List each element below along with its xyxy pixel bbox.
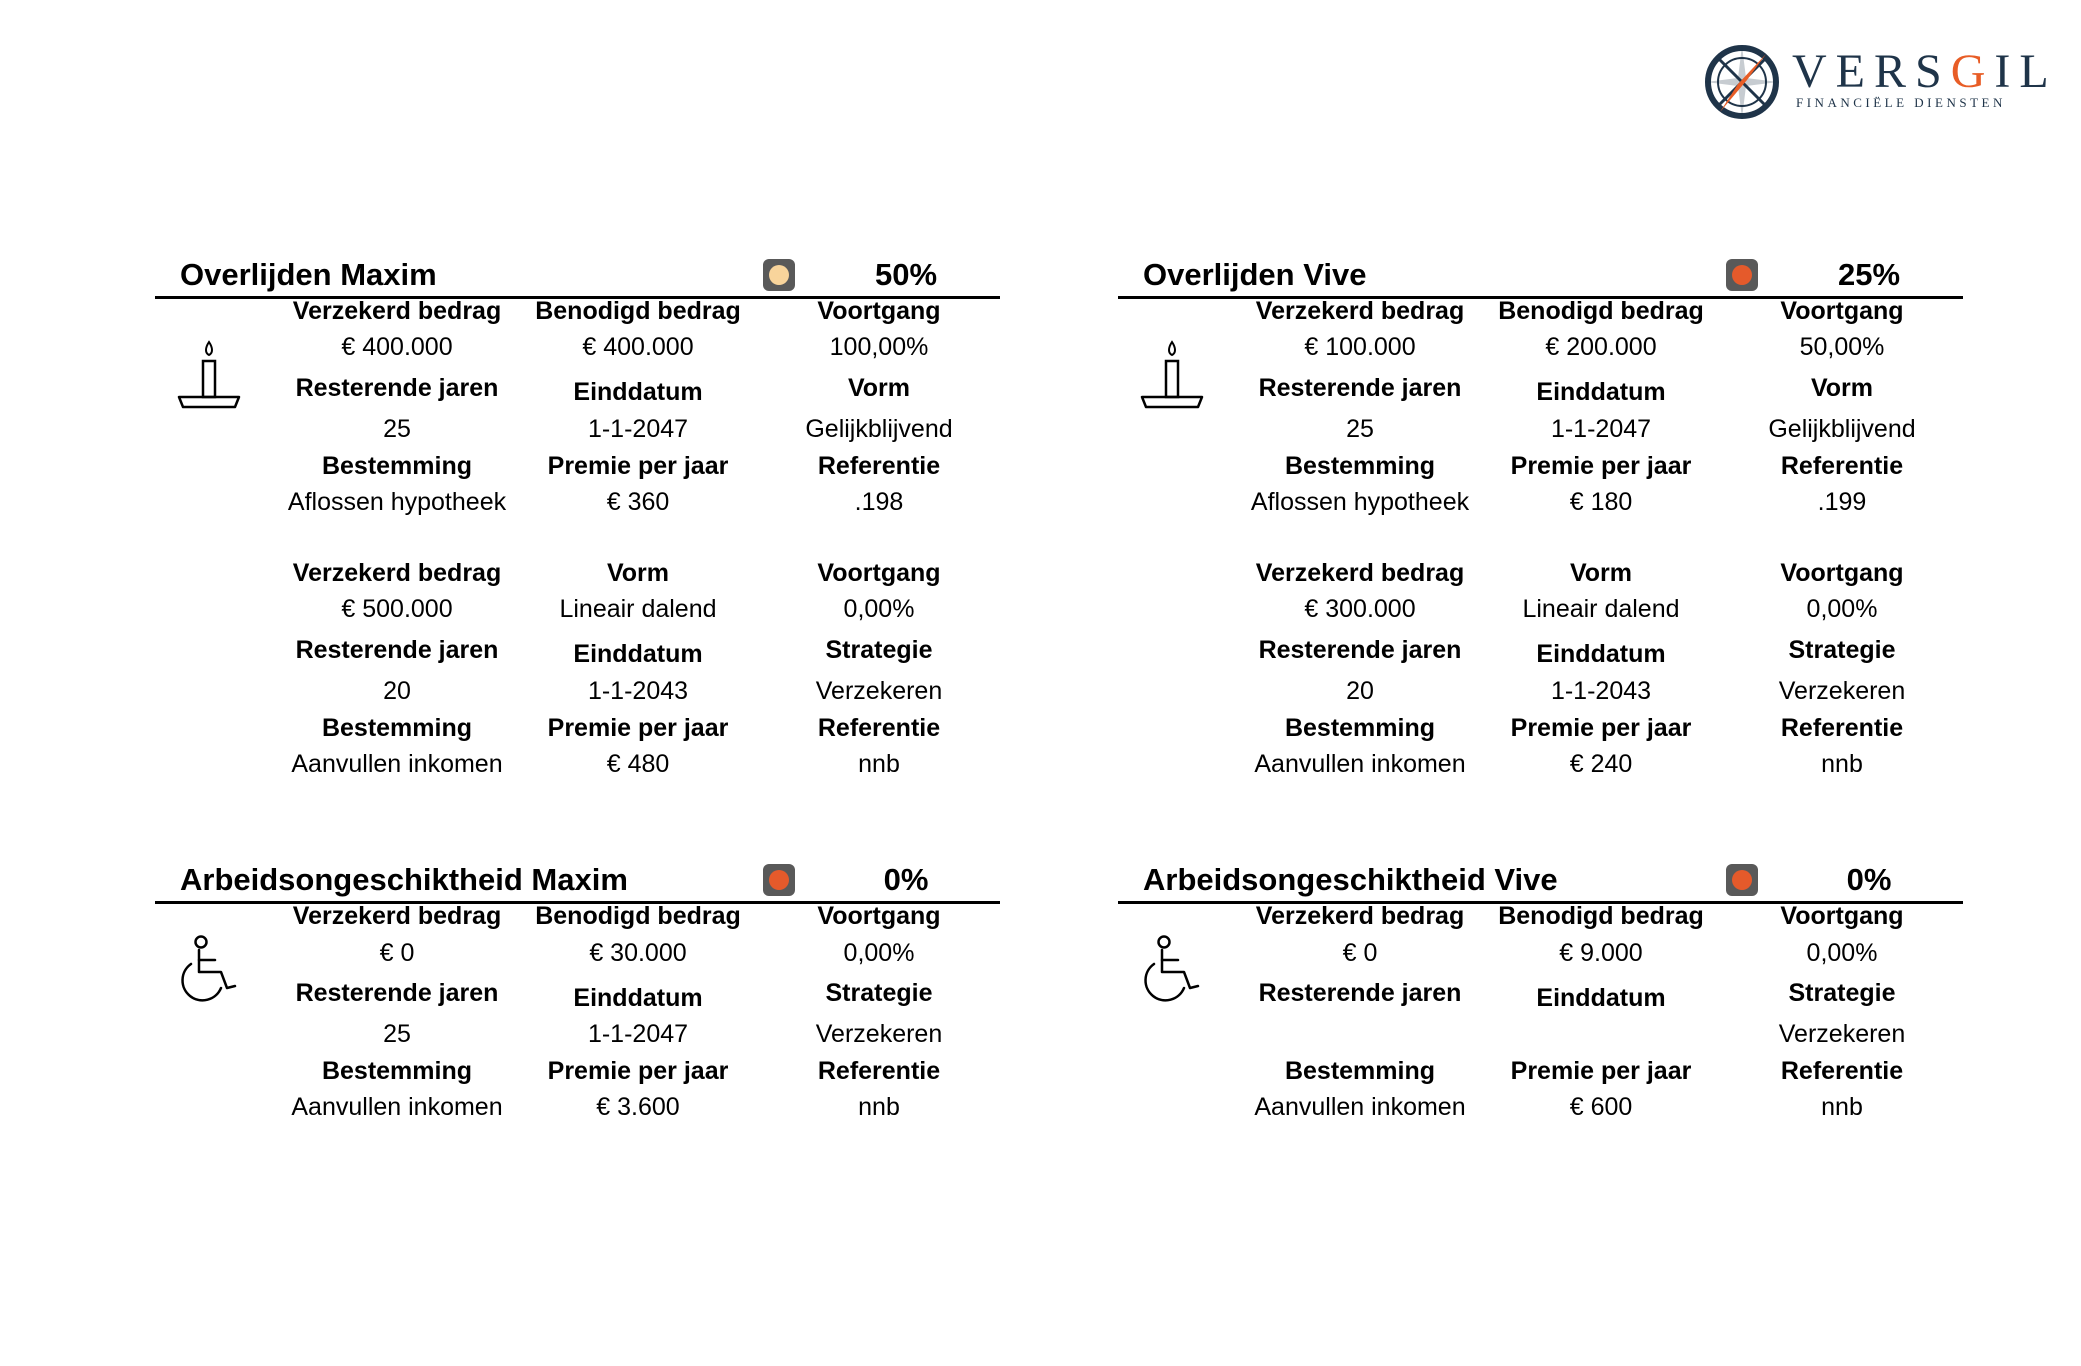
- value-insured: € 0: [1342, 939, 1378, 967]
- label-remaining-years: Resterende jaren: [1258, 979, 1462, 1007]
- value-strategy: Verzekeren: [815, 1020, 943, 1048]
- label-end-date: Einddatum: [573, 640, 703, 668]
- value-remaining-years: 20: [1346, 677, 1374, 705]
- section-title: Overlijden Vive: [1143, 257, 1367, 292]
- label-form: Vorm: [1810, 374, 1874, 402]
- value-form: Gelijkblijvend: [805, 415, 953, 443]
- label-insured: Verzekerd bedrag: [1255, 297, 1465, 325]
- status-light: [763, 864, 795, 896]
- label-progress: Voortgang: [817, 559, 941, 587]
- value-strategy: Verzekeren: [1778, 1020, 1906, 1048]
- value-premium: € 240: [1569, 750, 1633, 778]
- value-strategy: Verzekeren: [1778, 677, 1906, 705]
- value-destination: Aflossen hypotheek: [287, 488, 507, 516]
- label-progress: Voortgang: [817, 902, 941, 930]
- label-progress: Voortgang: [1780, 297, 1904, 325]
- value-insured: € 500.000: [341, 595, 453, 623]
- policy-grid-1: [1118, 296, 1963, 516]
- label-premium: Premie per jaar: [547, 452, 729, 480]
- value-required: € 30.000: [589, 939, 687, 967]
- label-premium: Premie per jaar: [547, 714, 729, 742]
- label-required: Benodigd bedrag: [535, 297, 741, 325]
- label-strategy: Strategie: [825, 636, 933, 664]
- status-light: [1726, 864, 1758, 896]
- value-reference: nnb: [1821, 1093, 1863, 1121]
- label-progress: Voortgang: [1780, 902, 1904, 930]
- label-remaining-years: Resterende jaren: [295, 636, 499, 664]
- value-end-date: 1-1-2047: [587, 1020, 689, 1048]
- label-end-date: Einddatum: [573, 378, 703, 406]
- label-end-date: Einddatum: [573, 984, 703, 1012]
- status-light: [1726, 259, 1758, 291]
- label-strategy: Strategie: [1788, 636, 1896, 664]
- label-strategy: Strategie: [1788, 979, 1896, 1007]
- label-insured: Verzekerd bedrag: [292, 902, 502, 930]
- section-percent: 25%: [1837, 257, 1901, 292]
- logo-brand: VERSGIL: [1792, 45, 2058, 98]
- value-progress: 0,00%: [843, 595, 915, 623]
- policy-grid-1: [155, 901, 1000, 1121]
- value-remaining-years: 20: [383, 677, 411, 705]
- value-destination: Aanvullen inkomen: [1254, 750, 1466, 778]
- status-dot: [1732, 870, 1752, 890]
- label-reference: Referentie: [817, 1057, 941, 1085]
- value-progress: 0,00%: [1806, 939, 1878, 967]
- label-insured: Verzekerd bedrag: [1255, 559, 1465, 587]
- value-remaining-years: 25: [383, 415, 411, 443]
- value-premium: € 3.600: [596, 1093, 680, 1121]
- label-remaining-years: Resterende jaren: [295, 374, 499, 402]
- value-insured: € 0: [379, 939, 415, 967]
- label-form: Vorm: [1569, 559, 1633, 587]
- label-destination: Bestemming: [1284, 452, 1436, 480]
- label-insured: Verzekerd bedrag: [1255, 902, 1465, 930]
- value-reference: nnb: [858, 1093, 900, 1121]
- label-insured: Verzekerd bedrag: [292, 297, 502, 325]
- label-reference: Referentie: [817, 714, 941, 742]
- label-reference: Referentie: [1780, 1057, 1904, 1085]
- label-progress: Voortgang: [1780, 559, 1904, 587]
- versgil-logo: [1700, 40, 2058, 130]
- value-form: Gelijkblijvend: [1768, 415, 1916, 443]
- value-reference: .199: [1817, 488, 1867, 516]
- value-premium: € 180: [1569, 488, 1633, 516]
- value-progress: 0,00%: [843, 939, 915, 967]
- value-remaining-years: 25: [1346, 415, 1374, 443]
- status-light: [763, 259, 795, 291]
- policy-grid-2: [155, 558, 1000, 778]
- policy-grid-1: [1118, 901, 1963, 1121]
- value-destination: Aflossen hypotheek: [1250, 488, 1470, 516]
- label-insured: Verzekerd bedrag: [292, 559, 502, 587]
- status-dot: [769, 265, 789, 285]
- value-required: € 400.000: [582, 333, 694, 361]
- label-end-date: Einddatum: [1536, 378, 1666, 406]
- value-reference: .198: [854, 488, 904, 516]
- label-destination: Bestemming: [1284, 1057, 1436, 1085]
- label-premium: Premie per jaar: [1510, 1057, 1692, 1085]
- value-progress: 0,00%: [1806, 595, 1878, 623]
- section-percent: 0%: [1846, 862, 1892, 897]
- label-required: Benodigd bedrag: [1498, 297, 1704, 325]
- label-reference: Referentie: [1780, 452, 1904, 480]
- value-end-date: 1-1-2047: [587, 415, 689, 443]
- value-premium: € 480: [606, 750, 670, 778]
- label-destination: Bestemming: [1284, 714, 1436, 742]
- label-reference: Referentie: [1780, 714, 1904, 742]
- section-title: Overlijden Maxim: [180, 257, 437, 292]
- label-strategy: Strategie: [825, 979, 933, 1007]
- label-destination: Bestemming: [321, 452, 473, 480]
- value-premium: € 600: [1569, 1093, 1633, 1121]
- value-progress: 100,00%: [829, 333, 929, 361]
- label-end-date: Einddatum: [1536, 984, 1666, 1012]
- value-destination: Aanvullen inkomen: [1254, 1093, 1466, 1121]
- label-form: Vorm: [847, 374, 911, 402]
- value-remaining-years: 25: [383, 1020, 411, 1048]
- value-destination: Aanvullen inkomen: [291, 1093, 503, 1121]
- value-reference: nnb: [1821, 750, 1863, 778]
- label-premium: Premie per jaar: [547, 1057, 729, 1085]
- label-required: Benodigd bedrag: [535, 902, 741, 930]
- label-required: Benodigd bedrag: [1498, 902, 1704, 930]
- value-end-date: 1-1-2043: [587, 677, 689, 705]
- value-progress: 50,00%: [1799, 333, 1885, 361]
- value-premium: € 360: [606, 488, 670, 516]
- label-premium: Premie per jaar: [1510, 452, 1692, 480]
- value-form: Lineair dalend: [1522, 595, 1680, 623]
- section-percent: 50%: [874, 257, 938, 292]
- value-insured: € 100.000: [1304, 333, 1416, 361]
- section-title: Arbeidsongeschiktheid Maxim: [180, 862, 628, 897]
- value-form: Lineair dalend: [559, 595, 717, 623]
- label-remaining-years: Resterende jaren: [1258, 374, 1462, 402]
- value-end-date: 1-1-2043: [1550, 677, 1652, 705]
- section-percent: 0%: [883, 862, 929, 897]
- label-destination: Bestemming: [321, 1057, 473, 1085]
- compass-icon: [1700, 40, 1784, 124]
- section-title: Arbeidsongeschiktheid Vive: [1143, 862, 1558, 897]
- value-insured: € 400.000: [341, 333, 453, 361]
- status-dot: [1732, 265, 1752, 285]
- value-strategy: Verzekeren: [815, 677, 943, 705]
- policy-grid-2: [1118, 558, 1963, 778]
- label-end-date: Einddatum: [1536, 640, 1666, 668]
- status-dot: [769, 870, 789, 890]
- value-end-date: 1-1-2047: [1550, 415, 1652, 443]
- logo-tagline: FINANCIËLE DIENSTEN: [1796, 95, 2006, 110]
- value-required: € 200.000: [1545, 333, 1657, 361]
- label-form: Vorm: [606, 559, 670, 587]
- value-required: € 9.000: [1559, 939, 1643, 967]
- policy-grid-1: [155, 296, 1000, 516]
- value-destination: Aanvullen inkomen: [291, 750, 503, 778]
- label-premium: Premie per jaar: [1510, 714, 1692, 742]
- value-insured: € 300.000: [1304, 595, 1416, 623]
- value-reference: nnb: [858, 750, 900, 778]
- label-remaining-years: Resterende jaren: [1258, 636, 1462, 664]
- label-remaining-years: Resterende jaren: [295, 979, 499, 1007]
- label-destination: Bestemming: [321, 714, 473, 742]
- label-reference: Referentie: [817, 452, 941, 480]
- label-progress: Voortgang: [817, 297, 941, 325]
